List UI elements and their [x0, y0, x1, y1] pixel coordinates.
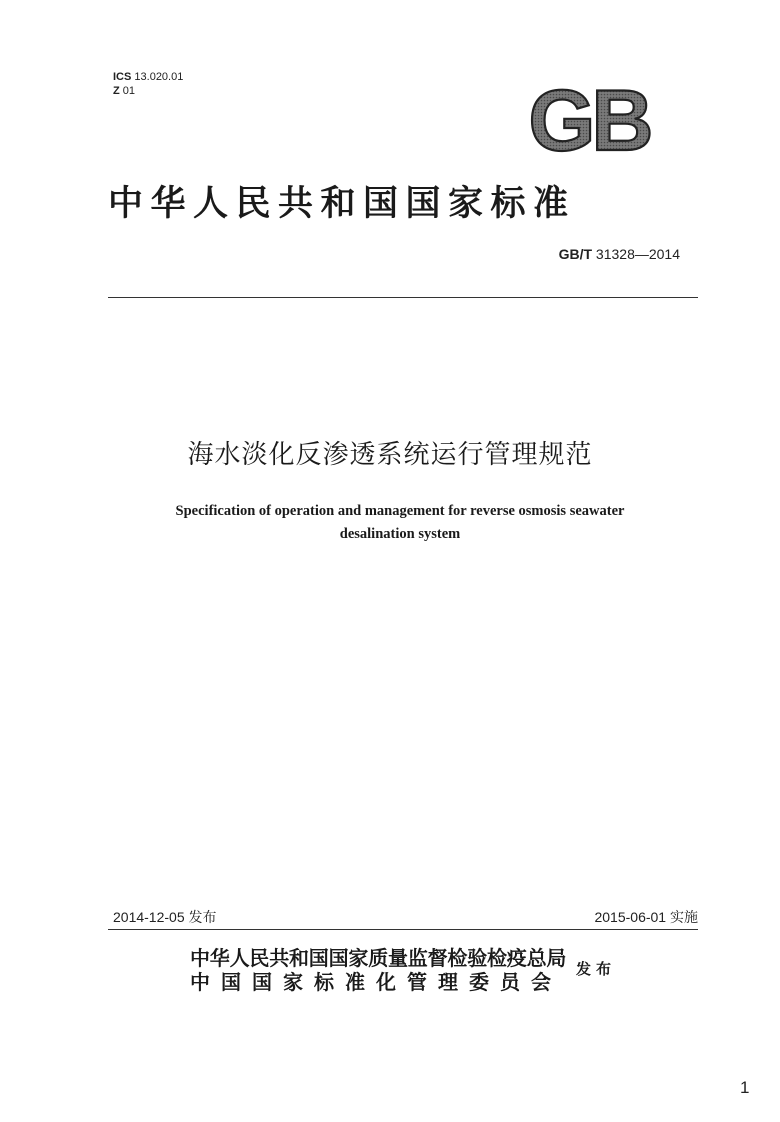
- issue-action-label: 发布: [576, 960, 617, 978]
- national-standard-title: 中华人民共和国国家标准: [108, 183, 576, 224]
- standard-code-prefix: GB/T: [558, 246, 593, 262]
- issuer-aqsiq: 中华人民共和国国家质量监督检验检疫总局: [190, 946, 567, 970]
- gb-logo-text: GB: [528, 84, 650, 158]
- document-title-english-line2: desalination system: [339, 526, 461, 542]
- ccs-code: Z 01: [113, 85, 136, 97]
- classification-codes: [113, 70, 183, 98]
- issuer-sac: 中国国家标准化管理委员会: [190, 970, 562, 994]
- page-number: 1: [740, 1078, 750, 1097]
- issuing-authorities: [190, 946, 566, 994]
- document-title-english: [120, 500, 680, 546]
- issue-date: 2014-12-05 发布: [113, 909, 217, 925]
- document-title-english-line1: Specification of operation and management for reverse osmosis seawater: [175, 503, 625, 519]
- footer-divider: [108, 929, 698, 930]
- document-title-chinese: 海水淡化反渗透系统运行管理规范: [187, 440, 593, 470]
- ics-code: ICS 13.020.01: [113, 71, 184, 83]
- header-divider: [108, 297, 698, 298]
- gb-logo: [516, 84, 662, 158]
- standard-code: [559, 246, 680, 262]
- implementation-date: 2015-06-01 实施: [594, 909, 698, 925]
- standard-code-number: 31328—2014: [595, 246, 680, 262]
